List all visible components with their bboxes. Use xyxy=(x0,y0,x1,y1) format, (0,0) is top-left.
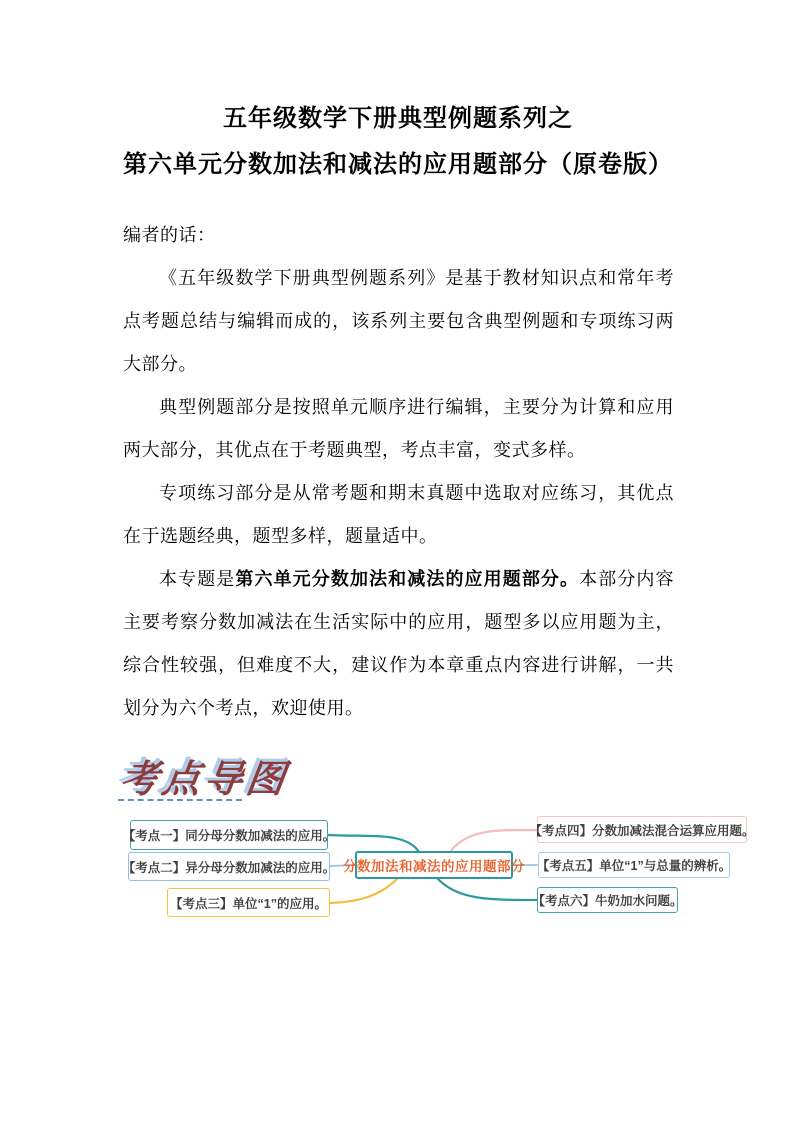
mindmap-node-kaodian5: 【考点五】单位“1”与总量的辨析。 xyxy=(538,852,730,878)
paragraph-topic-summary xyxy=(123,558,674,730)
document-title-line2: 第六单元分数加法和减法的应用题部分（原卷版） xyxy=(123,151,673,178)
connector-node4 xyxy=(450,830,537,852)
topic-summary-pre: 本专题是 xyxy=(159,569,236,589)
mindmap-node-kaodian4: 【考点四】分数加减法混合运算应用题。 xyxy=(537,816,747,843)
mindmap xyxy=(0,800,793,940)
connector-node6 xyxy=(437,878,537,900)
mindmap-node-kaodian2: 【考点二】异分母分数加减法的应用。 xyxy=(128,852,330,881)
topic-summary-post: 本部分内容主要考察分数加减法在生活实际中的应用，题型多以应用题为主，综合性较强，但难度不大，建议作为本章重点内容进行讲解，一共划分为六个考点，欢迎使用。 xyxy=(123,569,675,718)
connector-node1 xyxy=(328,835,419,852)
document-body xyxy=(123,214,674,730)
mindmap-node-kaodian1: 【考点一】同分母分数加减法的应用。 xyxy=(130,820,328,850)
topic-summary-bold: 第六单元分数加法和减法的应用题部分。 xyxy=(235,569,580,589)
paragraph-typical-examples: 典型例题部分是按照单元顺序进行编辑，主要分为计算和应用两大部分，其优点在于考题典型，考点丰富，变式多样。 xyxy=(123,397,674,460)
mindmap-node-kaodian6: 【考点六】牛奶加水问题。 xyxy=(537,887,678,913)
paragraph-series-intro: 《五年级数学下册典型例题系列》是基于教材知识点和常年考点考题总结与编辑而成的，该系列主要包含典型例题和专项练习两大部分。 xyxy=(123,268,674,374)
mindmap-node-center: 分数加法和减法的应用题部分 xyxy=(355,851,513,879)
mindmap-section-title: 考点导图 xyxy=(117,759,292,801)
document-title xyxy=(123,96,673,188)
editor-note-heading: 编者的话： xyxy=(123,225,216,245)
mindmap-node-kaodian3: 【考点三】单位“1”的应用。 xyxy=(167,888,330,917)
document-title-line1: 五年级数学下册典型例题系列之 xyxy=(223,105,573,132)
connector-node3 xyxy=(330,879,397,903)
paragraph-special-practice: 专项练习部分是从常考题和期末真题中选取对应练习，其优点在于选题经典，题型多样，题量适中。 xyxy=(123,483,674,546)
